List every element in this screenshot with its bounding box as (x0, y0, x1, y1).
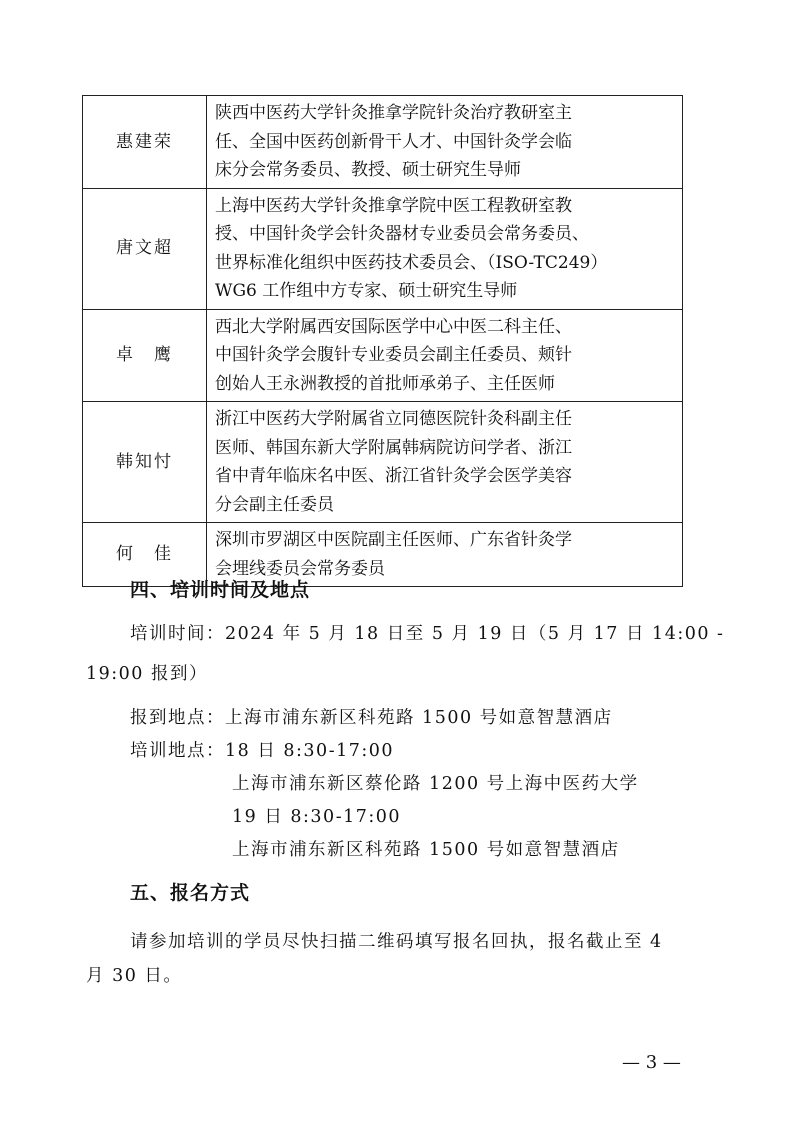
registration-instructions: 请参加培训的学员尽快扫描二维码填写报名回执，报名截止至 4 (130, 932, 663, 952)
expert-description-line: 会埋线委员会常务委员 (215, 558, 385, 579)
expert-description (207, 309, 683, 402)
venue-day2-time: 19 日 8:30-17:00 (232, 807, 402, 827)
expert-description-line: 任、全国中医药创新骨干人才、中国针灸学会临 (215, 131, 572, 152)
expert-name: 唐文超 (83, 188, 207, 309)
expert-description-line: 世界标准化组织中医药技术委员会、（ISO-TC249） (215, 252, 608, 273)
experts-table (82, 95, 683, 587)
expert-row (83, 96, 683, 189)
expert-name: 韩知忖 (83, 402, 207, 523)
expert-description-line: 上海中医药大学针灸推拿学院中医工程教研室教 (215, 195, 572, 216)
expert-description-line: 深圳市罗湖区中医院副主任医师、广东省针灸学 (215, 530, 572, 550)
expert-description-line: 创始人王永洲教授的首批师承弟子、主任医师 (215, 373, 555, 394)
expert-description-line: 浙江中医药大学附属省立同德医院针灸科副主任 (215, 409, 572, 429)
section-heading-registration: 五、报名方式 (130, 882, 251, 904)
expert-description-line: 授、中国针灸学会针灸器材专业委员会常务委员、 (215, 224, 589, 244)
training-time-continued: 19:00 报到） (86, 664, 208, 684)
expert-name: 何 佳 (83, 523, 207, 587)
registration-deadline: 月 30 日。 (86, 966, 183, 986)
expert-description-line: 分会副主任委员 (215, 494, 334, 515)
expert-description (207, 96, 683, 189)
expert-description-line: 床分会常务委员、教授、硕士研究生导师 (215, 160, 521, 180)
checkin-location: 报到地点：上海市浦东新区科苑路 1500 号如意智慧酒店 (130, 708, 613, 728)
expert-row (83, 309, 683, 402)
expert-row (83, 402, 683, 523)
page-number: — 3 — (622, 1052, 681, 1073)
expert-name: 卓 鹰 (83, 309, 207, 402)
venue-day1-address: 上海市浦东新区蔡伦路 1200 号上海中医药大学 (232, 774, 639, 794)
expert-description-line: 中国针灸学会腹针专业委员会副主任委员、颊针 (215, 345, 572, 365)
expert-description-line: 医师、韩国东新大学附属韩病院访问学者、浙江 (215, 437, 572, 458)
expert-row (83, 188, 683, 309)
venue-label-day1: 培训地点：18 日 8:30-17:00 (130, 741, 395, 761)
venue-day2-address: 上海市浦东新区科苑路 1500 号如意智慧酒店 (232, 840, 620, 860)
expert-description (207, 402, 683, 523)
expert-description-line: WG6 工作组中方专家、硕士研究生导师 (215, 281, 518, 301)
section-heading-schedule: 四、培训时间及地点 (130, 579, 311, 601)
expert-name: 惠建荣 (83, 96, 207, 189)
expert-description-line: 省中青年临床名中医、浙江省针灸学会医学美容 (215, 466, 572, 486)
expert-description-line: 西北大学附属西安国际医学中心中医二科主任、 (215, 316, 572, 337)
training-time-line: 培训时间：2024 年 5 月 18 日至 5 月 19 日（5 月 17 日 14:00 - (130, 624, 725, 644)
expert-description (207, 188, 683, 309)
expert-description-line: 陕西中医药大学针灸推拿学院针灸治疗教研室主 (215, 103, 572, 123)
